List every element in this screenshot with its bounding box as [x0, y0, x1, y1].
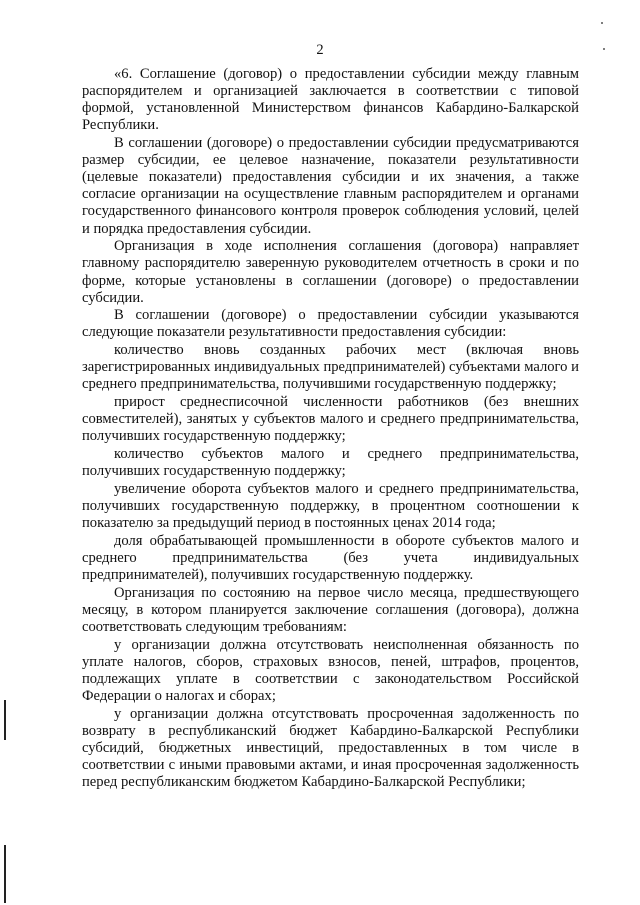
- scan-edge-mark: [4, 845, 6, 903]
- paragraph: Организация в ходе исполнения соглашения (договора) направляет главному распорядителю заверенную руководителем отчетность в сроки и по форме, которые установлены в соглашении (договоре) о предоставлении субсидии.: [82, 238, 579, 306]
- paragraph: Организация по состоянию на первое число месяца, предшествующего месяцу, в котором планируется заключение соглашения (договора), должна соответствовать следующим требованиям:: [82, 585, 579, 636]
- paragraph: у организации должна отсутствовать просроченная задолженность по возврату в республиканский бюджет Кабардино-Балкарской Республики субсидий, бюджетных инвестиций, предоставленных в том числе в соответствии с иными правовыми актами, и иная просроченная задолженность перед республиканским бюджетом Кабардино-Балкарской Республики;: [82, 706, 579, 791]
- paragraph: увеличение оборота субъектов малого и среднего предпринимательства, получивших государственную поддержку, в процентном соотношении к показателю за предыдущий период в постоянных ценах 2014 года;: [82, 481, 579, 532]
- paragraph: количество субъектов малого и среднего предпринимательства, получивших государственную поддержку;: [82, 446, 579, 480]
- scan-speck: [603, 48, 605, 50]
- paragraph: у организации должна отсутствовать неисполненная обязанность по уплате налогов, сборов, страховых взносов, пеней, штрафов, процентов, подлежащих уплате в соответствии с законодательством Российской Федерации о налогах и сборах;: [82, 636, 579, 705]
- document-body: [82, 66, 579, 792]
- page-number: 2: [316, 42, 324, 58]
- scan-speck: [601, 22, 603, 24]
- paragraph: В соглашении (договоре) о предоставлении субсидии предусматриваются размер субсидии, ее целевое назначение, показатели результативности (целевые показатели) предоставления субсидии и их значения, а также согласие организации на осуществление главным распорядителем и органами государственного финансового контроля проверок соблюдения условий, целей и порядка предоставления субсидии.: [82, 135, 579, 237]
- paragraph: доля обрабатывающей промышленности в обороте субъектов малого и среднего предпринимательства (без учета индивидуальных предпринимателей), получивших государственную поддержку.: [82, 533, 579, 584]
- paragraph: «6. Соглашение (договор) о предоставлении субсидии между главным распорядителем и организацией заключается в соответствии с типовой формой, установленной Министерством финансов Кабардино-Балкарской Республики.: [82, 66, 579, 134]
- paragraph: прирост среднесписочной численности работников (без внешних совместителей), занятых у субъектов малого и среднего предпринимательства, получивших государственную поддержку;: [82, 394, 579, 445]
- scan-edge-mark: [4, 700, 6, 740]
- paragraph: количество вновь созданных рабочих мест (включая вновь зарегистрированных индивидуальных предпринимателей) субъектами малого и среднего предпринимательства, получившими государственную поддержку;: [82, 342, 579, 393]
- paragraph: В соглашении (договоре) о предоставлении субсидии указываются следующие показатели результативности предоставления субсидии:: [82, 307, 579, 341]
